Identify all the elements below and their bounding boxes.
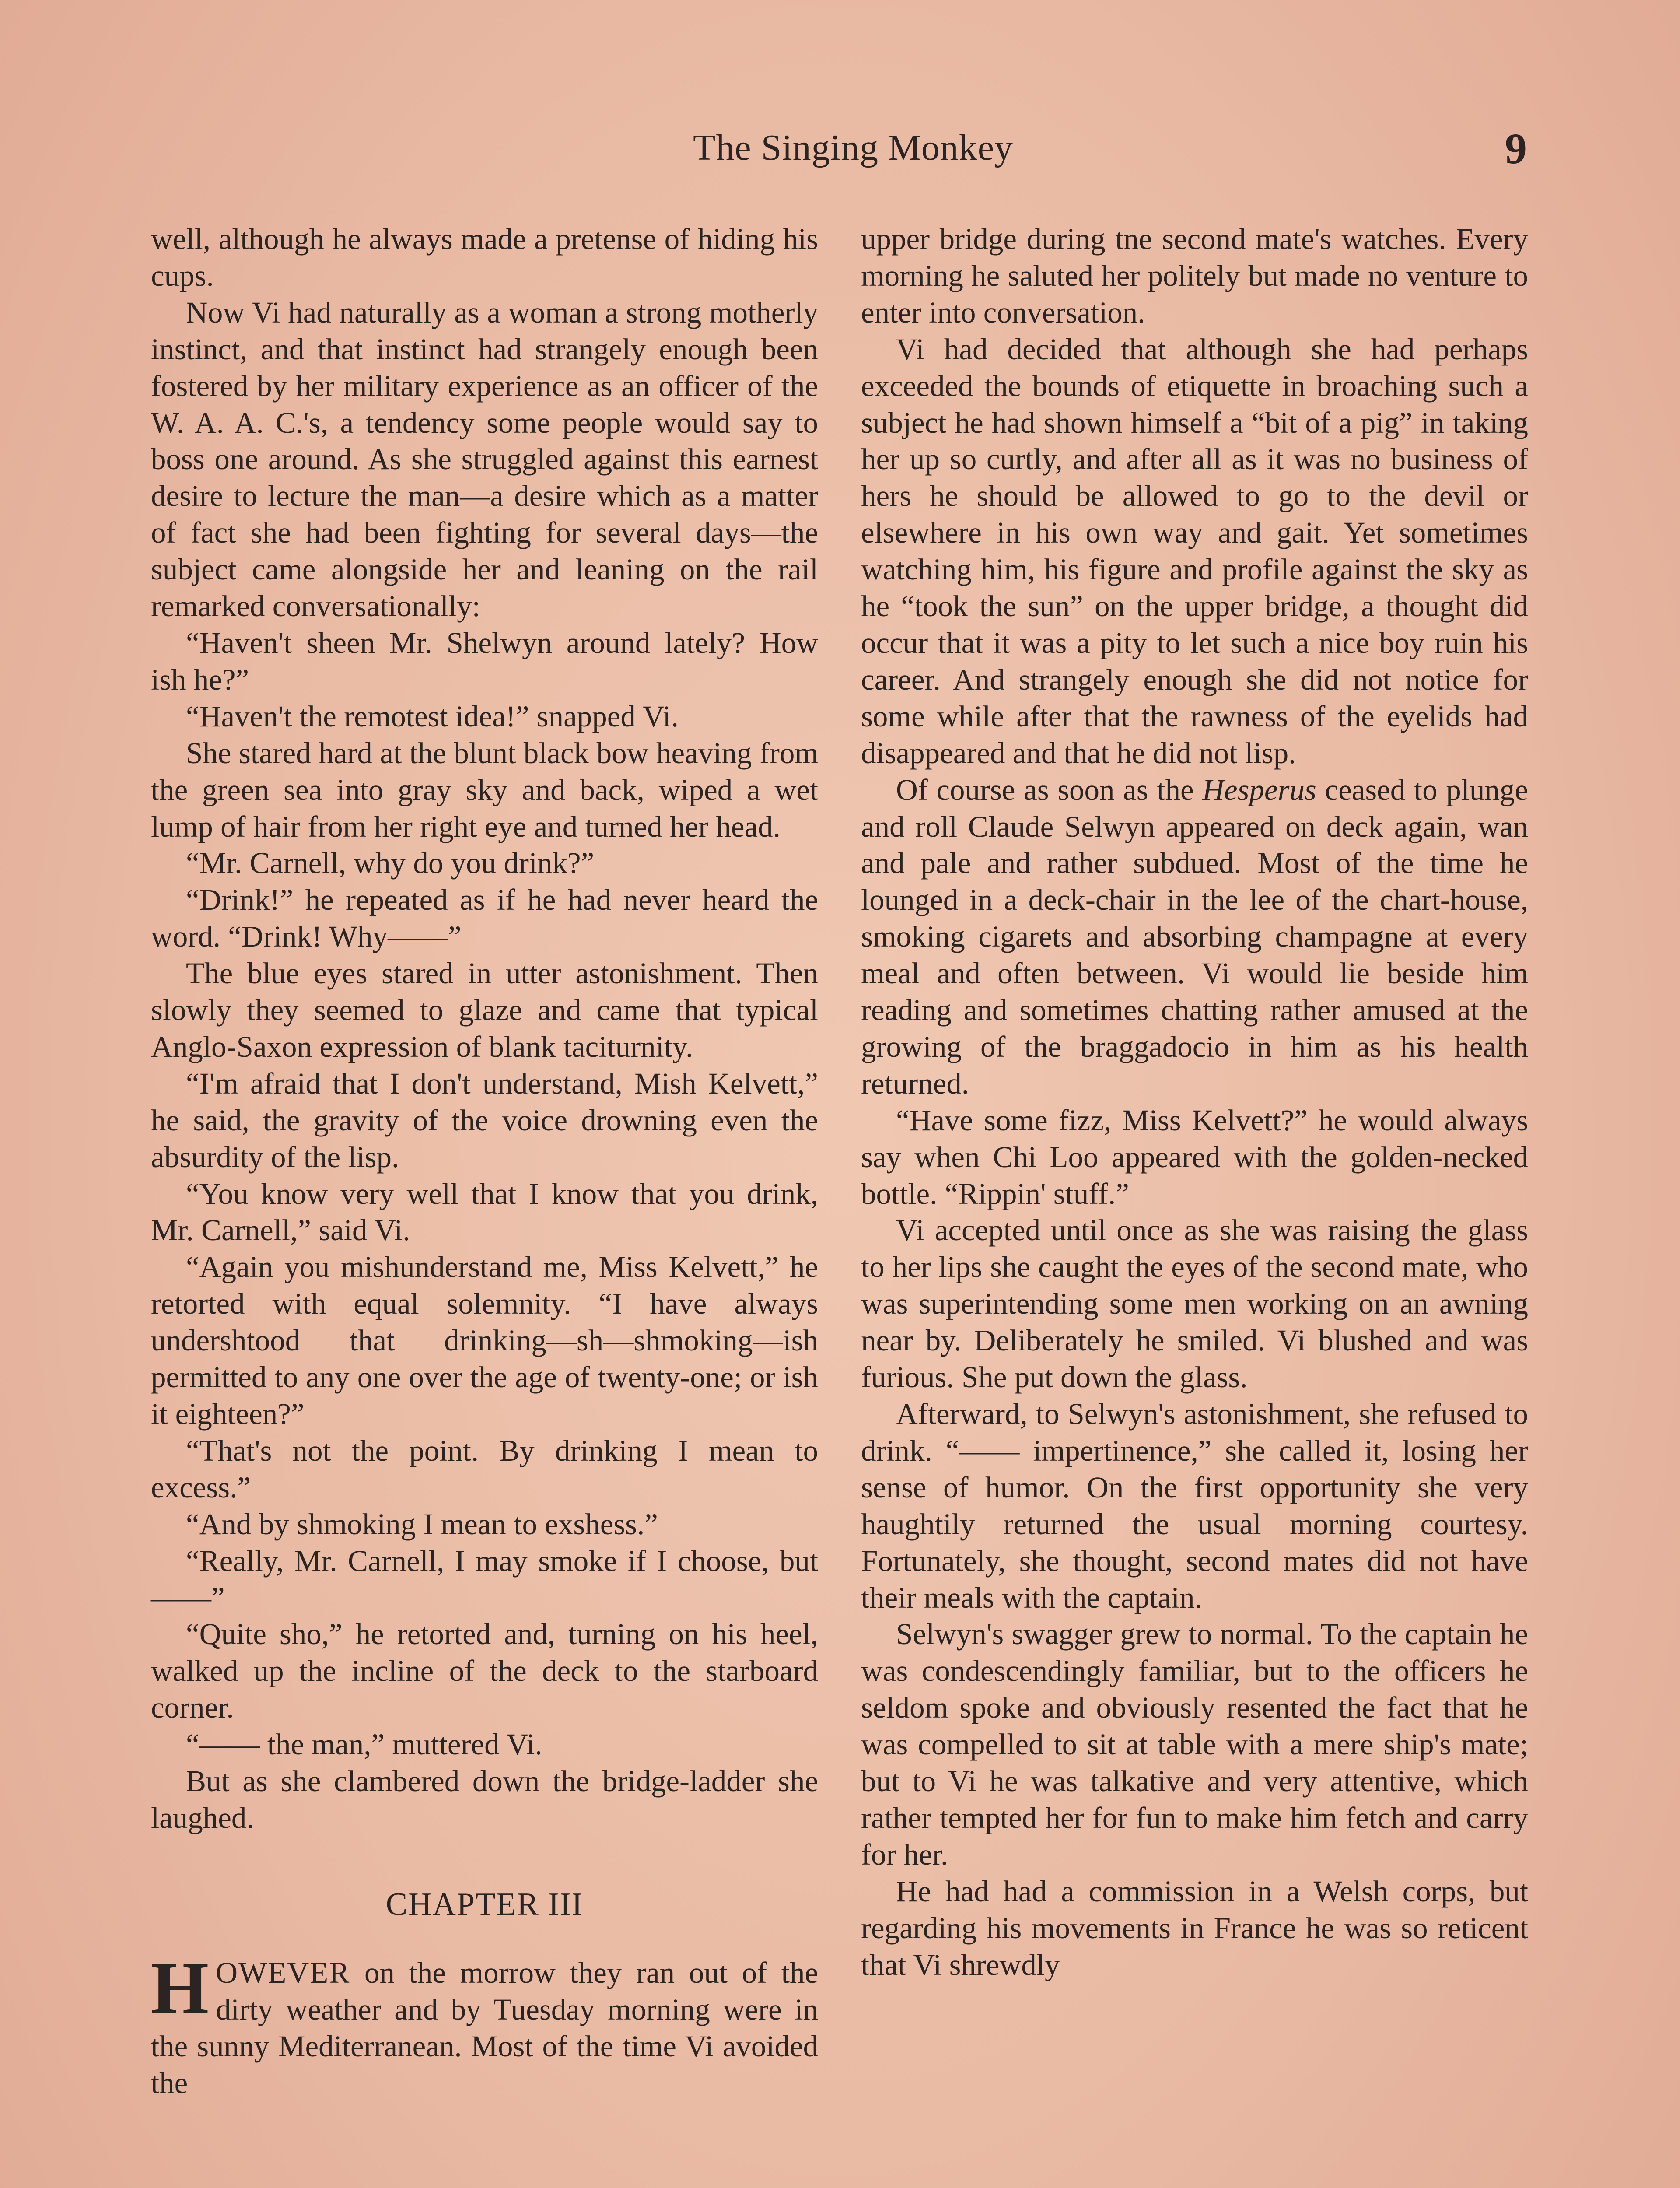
- paragraph: Now Vi had naturally as a woman a strong motherly instinct, and that instinct had strangely enough been fostered by her military experience as an officer of the W. A. A. C.'s, a tendency some people would say to boss one around. As she struggled against this earnest desire to lecture the man—a desire which as a matter of fact she had been fighting for several days—the subject came alongside her and leaning on the rail remarked conversationally:: [151, 295, 818, 623]
- paragraph: “Haven't the remotest idea!” snapped Vi.: [186, 699, 679, 733]
- chapter-heading: CHAPTER III: [385, 1886, 584, 1922]
- paragraph: “Again you mishunderstand me, Miss Kelvett,” he retorted with equal solemnity. “I have always undershtood that drinking—sh—shmoking—ish permitted to any one over the age of twenty-one; or ish it eighteen?”: [151, 1250, 818, 1431]
- paragraph: Selwyn's swagger grew to normal. To the captain he was condescendingly familiar, but to the officers he seldom spoke and obviously resented the fact that he was compelled to sit at table with a mere ship's mate; but to Vi he was talkative and very attentive, which rather tempted her for fun to make him fetch and carry for her.: [861, 1617, 1528, 1871]
- paragraph: “You know very well that I know that you drink, Mr. Carnell,” said Vi.: [151, 1177, 818, 1247]
- paragraph: “That's not the point. By drinking I mean to excess.”: [151, 1434, 818, 1504]
- right-column: [861, 221, 1528, 1984]
- paragraph-text: Of course as soon as the: [896, 773, 1203, 806]
- paragraph-text: ceased to plunge and roll Claude Selwyn appeared on deck again, wan and pale and rather subdued. Most of the time he lounged in a deck-chair in the lee of the chart-house, smoking cigarets and absorbing champagne at every meal and often between. Vi would lie beside him reading and sometimes chatting rather amused at the growing of the braggadocio in him as his health returned.: [861, 773, 1528, 1100]
- paragraph: The blue eyes stared in utter astonishment. Then slowly they seemed to glaze and came that typical Anglo-Saxon expression of blank taciturnity.: [151, 957, 818, 1063]
- paragraph: upper bridge during tne second mate's watches. Every morning he saluted her politely but made no venture to enter into conversation.: [861, 222, 1528, 329]
- paragraph: “Haven't sheen Mr. Shelwyn around lately? How ish he?”: [151, 626, 818, 696]
- small-caps-word: OWEVER: [216, 1956, 350, 1989]
- left-column: [151, 221, 818, 2102]
- paragraph: “Have some fizz, Miss Kelvett?” he would always say when Chi Loo appeared with the golden-necked bottle. “Rippin' stuff.”: [861, 1103, 1528, 1210]
- ship-name: Hesperus: [1202, 773, 1316, 806]
- paragraph: “And by shmoking I mean to exshess.”: [186, 1507, 658, 1541]
- paragraph: “—— the man,” muttered Vi.: [186, 1728, 542, 1761]
- drop-cap: H: [151, 1946, 209, 2029]
- paragraph: well, although he always made a pretense of hiding his cups.: [151, 222, 818, 292]
- paragraph: Vi accepted until once as she was raising the glass to her lips she caught the eyes of the second mate, who was superintending some men working on an awning near by. Deliberately he smiled. Vi blushed and was furious. She put down the glass.: [861, 1213, 1528, 1394]
- paragraph: “I'm afraid that I don't understand, Mish Kelvett,” he said, the gravity of the voice drowning even the absurdity of the lisp.: [151, 1066, 818, 1174]
- paragraph: Afterward, to Selwyn's astonishment, she refused to drink. “—— impertinence,” she called it, losing her sense of humor. On the first opportunity she very haughtily returned the usual morning courtesy. Fortunately, she thought, second mates did not have their meals with the captain.: [861, 1397, 1528, 1614]
- paragraph: She stared hard at the blunt black bow heaving from the green sea into gray sky and back, wiped a wet lump of hair from her right eye and turned her head.: [151, 736, 818, 843]
- paragraph: [861, 772, 1528, 1102]
- chapter-opening-paragraph: [151, 1946, 818, 2102]
- paragraph: Vi had decided that although she had perhaps exceeded the bounds of etiquette in broaching such a subject he had shown himself a “bit of a pig” in taking her up so curtly, and after all as it was no business of hers he should be allowed to go to the devil or elsewhere in his own way and gait. Yet sometimes watching him, his figure and profile against the sky as he “took the sun” on the upper bridge, a thought did occur that it was a pity to let such a nice boy ruin his career. And strangely enough she did not notice for some while after that the rawness of the eyelids had disappeared and that he did not lisp.: [861, 332, 1528, 770]
- running-title: The Singing Monkey: [693, 127, 1013, 168]
- paragraph: “Drink!” he repeated as if he had never heard the word. “Drink! Why——”: [151, 883, 818, 954]
- paragraph: He had had a commission in a Welsh corps, but regarding his movements in France he was so reticent that Vi shrewdly: [861, 1874, 1528, 1981]
- paragraph: “Mr. Carnell, why do you drink?”: [186, 846, 595, 880]
- paragraph: But as she clambered down the bridge-ladder she laughed.: [151, 1764, 818, 1834]
- page-number: 9: [1505, 124, 1527, 173]
- paragraph-text: on the morrow they ran out of the dirty weather and by Tuesday morning were in the sunny Mediterranean. Most of the time Vi avoided the: [151, 1956, 818, 2100]
- paragraph: “Really, Mr. Carnell, I may smoke if I choose, but——”: [151, 1544, 818, 1614]
- paragraph: “Quite sho,” he retorted and, turning on his heel, walked up the incline of the deck to the starboard corner.: [151, 1617, 818, 1725]
